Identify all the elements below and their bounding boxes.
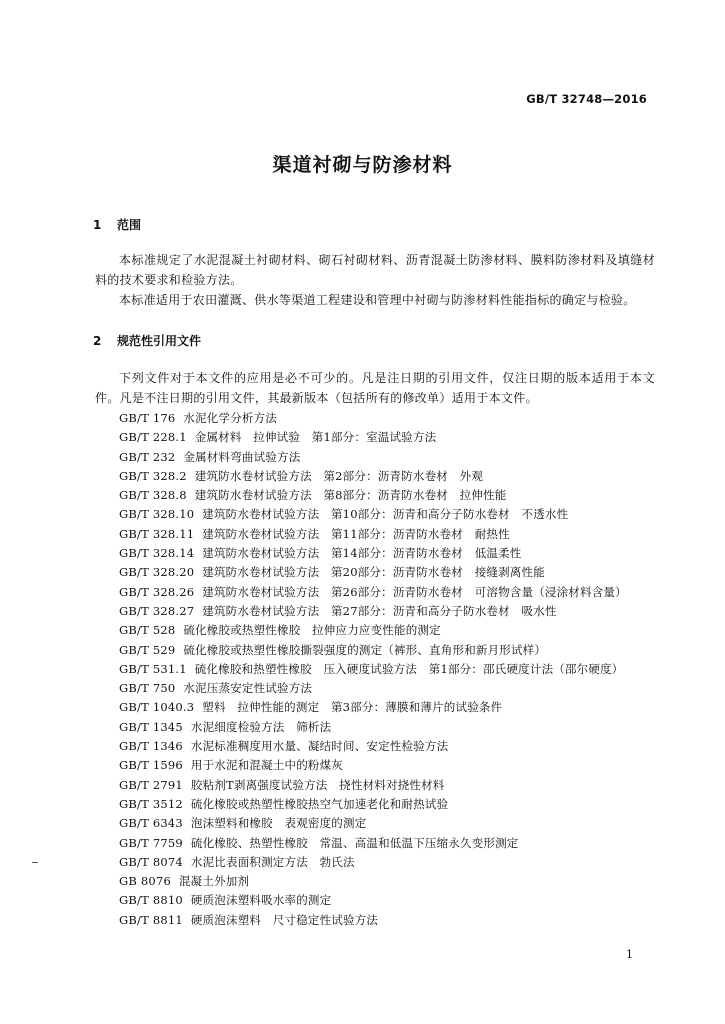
section-heading-normative-references [93, 332, 201, 349]
reference-item [119, 428, 679, 447]
reference-code: GB/T 8811 [119, 912, 183, 927]
reference-item [119, 911, 679, 930]
reference-code: GB/T 528 [119, 623, 176, 638]
reference-title: 建筑防水卷材试验方法 第20部分：沥青防水卷材 接缝剥离性能 [202, 565, 545, 580]
reference-code: GB/T 328.10 [119, 507, 195, 522]
reference-item [119, 409, 679, 428]
reference-title: 混凝土外加剂 [178, 874, 250, 889]
reference-code: GB/T 3512 [119, 796, 183, 811]
reference-item [119, 583, 679, 602]
reference-code: GB/T 228.1 [119, 430, 187, 445]
reference-code: GB/T 328.27 [119, 603, 195, 618]
section-number: 1 [93, 218, 102, 232]
reference-title: 金属材料 拉伸试验 第1部分：室温试验方法 [194, 430, 437, 445]
reference-item [119, 679, 679, 698]
reference-code: GB/T 8810 [119, 893, 183, 908]
reference-code: GB/T 531.1 [119, 661, 187, 676]
reference-item [119, 834, 679, 853]
reference-title: 建筑防水卷材试验方法 第14部分：沥青防水卷材 低温柔性 [202, 546, 522, 561]
reference-item [119, 467, 679, 486]
reference-item [119, 525, 679, 544]
reference-item [119, 621, 679, 640]
reference-title: 水泥比表面积测定方法 勃氏法 [190, 854, 355, 869]
reference-code: GB/T 328.20 [119, 565, 195, 580]
reference-code: GB/T 232 [119, 449, 176, 464]
reference-code: GB/T 328.2 [119, 468, 187, 483]
reference-title: 建筑防水卷材试验方法 第26部分：沥青防水卷材 可溶物含量（浸涂材料含量） [202, 584, 627, 599]
reference-item [119, 602, 679, 621]
reference-item [119, 718, 679, 737]
reference-code: GB/T 1040.3 [119, 700, 195, 715]
reference-title: 水泥细度检验方法 筛析法 [190, 719, 332, 734]
reference-item [119, 872, 679, 891]
reference-code: GB/T 2791 [119, 777, 183, 792]
reference-title: 水泥化学分析方法 [183, 411, 277, 425]
reference-code: GB/T 328.11 [119, 526, 195, 541]
reference-code: GB/T 1596 [119, 758, 183, 773]
reference-code: GB/T 328.26 [119, 584, 195, 599]
reference-item [119, 814, 679, 833]
reference-title: 建筑防水卷材试验方法 第10部分：沥青和高分子防水卷材 不透水性 [202, 507, 569, 522]
reference-title: 硫化橡胶或热塑性橡胶撕裂强度的测定（裤形、直角形和新月形试样） [183, 642, 547, 657]
reference-item [119, 891, 679, 910]
references-intro-paragraph: 下列文件对于本文件的应用是必不可少的。凡是注日期的引用文件，仅注日期的版本适用于本文件。凡是不注日期的引用文件，其最新版本（包括所有的修改单）适用于本文件。 [95, 371, 655, 405]
reference-code: GB/T 328.8 [119, 488, 187, 503]
reference-item [119, 563, 679, 582]
reference-code: GB/T 6343 [119, 816, 183, 831]
reference-item [119, 853, 679, 872]
reference-title: 用于水泥和混凝土中的粉煤灰 [190, 758, 344, 773]
reference-code: GB/T 529 [119, 642, 176, 657]
reference-code: GB/T 8074 [119, 854, 183, 869]
reference-title: 硫化橡胶和热塑性橡胶 压入硬度试验方法 第1部分：邵氏硬度计法（邵尔硬度） [194, 661, 624, 676]
reference-item [119, 505, 679, 524]
margin-tick [32, 862, 38, 863]
reference-title: 建筑防水卷材试验方法 第11部分：沥青防水卷材 耐热性 [202, 526, 510, 541]
reference-item [119, 660, 679, 679]
reference-code: GB 8076 [119, 874, 171, 889]
reference-title: 硬质泡沫塑料吸水率的测定 [190, 893, 332, 908]
reference-item [119, 544, 679, 563]
reference-title: 建筑防水卷材试验方法 第8部分：沥青防水卷材 拉伸性能 [194, 488, 507, 503]
reference-title: 水泥压蒸安定性试验方法 [183, 681, 313, 696]
reference-item [119, 486, 679, 505]
reference-list [119, 409, 679, 930]
reference-title: 硫化橡胶或热塑性橡胶 拉伸应力应变性能的测定 [183, 623, 441, 638]
reference-title: 水泥标准稠度用水量、凝结时间、安定性检验方法 [190, 739, 449, 754]
reference-title: 金属材料弯曲试验方法 [183, 449, 301, 464]
reference-item [119, 641, 679, 660]
reference-item [119, 698, 679, 717]
standard-code: GB/T 32748—2016 [526, 92, 647, 106]
reference-item [119, 756, 679, 775]
scope-paragraph-1: 本标准规定了水泥混凝土衬砌材料、砌石衬砌材料、沥青混凝土防渗材料、膜料防渗材料及填缝材料的技术要求和检验方法。 [95, 253, 655, 287]
reference-item [119, 448, 679, 467]
reference-title: 胶粘剂T剥离强度试验方法 挠性材料对挠性材料 [190, 777, 445, 792]
reference-code: GB/T 328.14 [119, 546, 195, 561]
reference-title: 建筑防水卷材试验方法 第27部分：沥青和高分子防水卷材 吸水性 [202, 603, 557, 618]
section-number: 2 [93, 334, 102, 348]
reference-code: GB/T 7759 [119, 835, 183, 850]
reference-code: GB/T 750 [119, 681, 176, 696]
reference-title: 塑料 拉伸性能的测定 第3部分：薄膜和薄片的试验条件 [202, 700, 503, 715]
reference-item [119, 795, 679, 814]
reference-item [119, 737, 679, 756]
document-title: 渠道衬砌与防渗材料 [272, 154, 453, 176]
scope-paragraph-2: 本标准适用于农田灌溉、供水等渠道工程建设和管理中衬砌与防渗材料性能指标的确定与检验。 [119, 293, 636, 307]
page-number: 1 [626, 948, 633, 961]
reference-code: GB/T 1345 [119, 719, 183, 734]
reference-item [119, 776, 679, 795]
reference-code: GB/T 1346 [119, 739, 183, 754]
reference-title: 建筑防水卷材试验方法 第2部分：沥青防水卷材 外观 [194, 468, 484, 483]
reference-code: GB/T 176 [119, 411, 176, 425]
section-heading-scope [93, 216, 141, 233]
reference-title: 硫化橡胶、热塑性橡胶 常温、高温和低温下压缩永久变形测定 [190, 835, 519, 850]
reference-title: 泡沫塑料和橡胶 表观密度的测定 [190, 816, 367, 831]
section-title: 范围 [117, 218, 142, 232]
reference-title: 硫化橡胶或热塑性橡胶热空气加速老化和耐热试验 [190, 796, 449, 811]
section-title: 规范性引用文件 [117, 334, 202, 348]
reference-title: 硬质泡沫塑料 尺寸稳定性试验方法 [190, 912, 379, 927]
